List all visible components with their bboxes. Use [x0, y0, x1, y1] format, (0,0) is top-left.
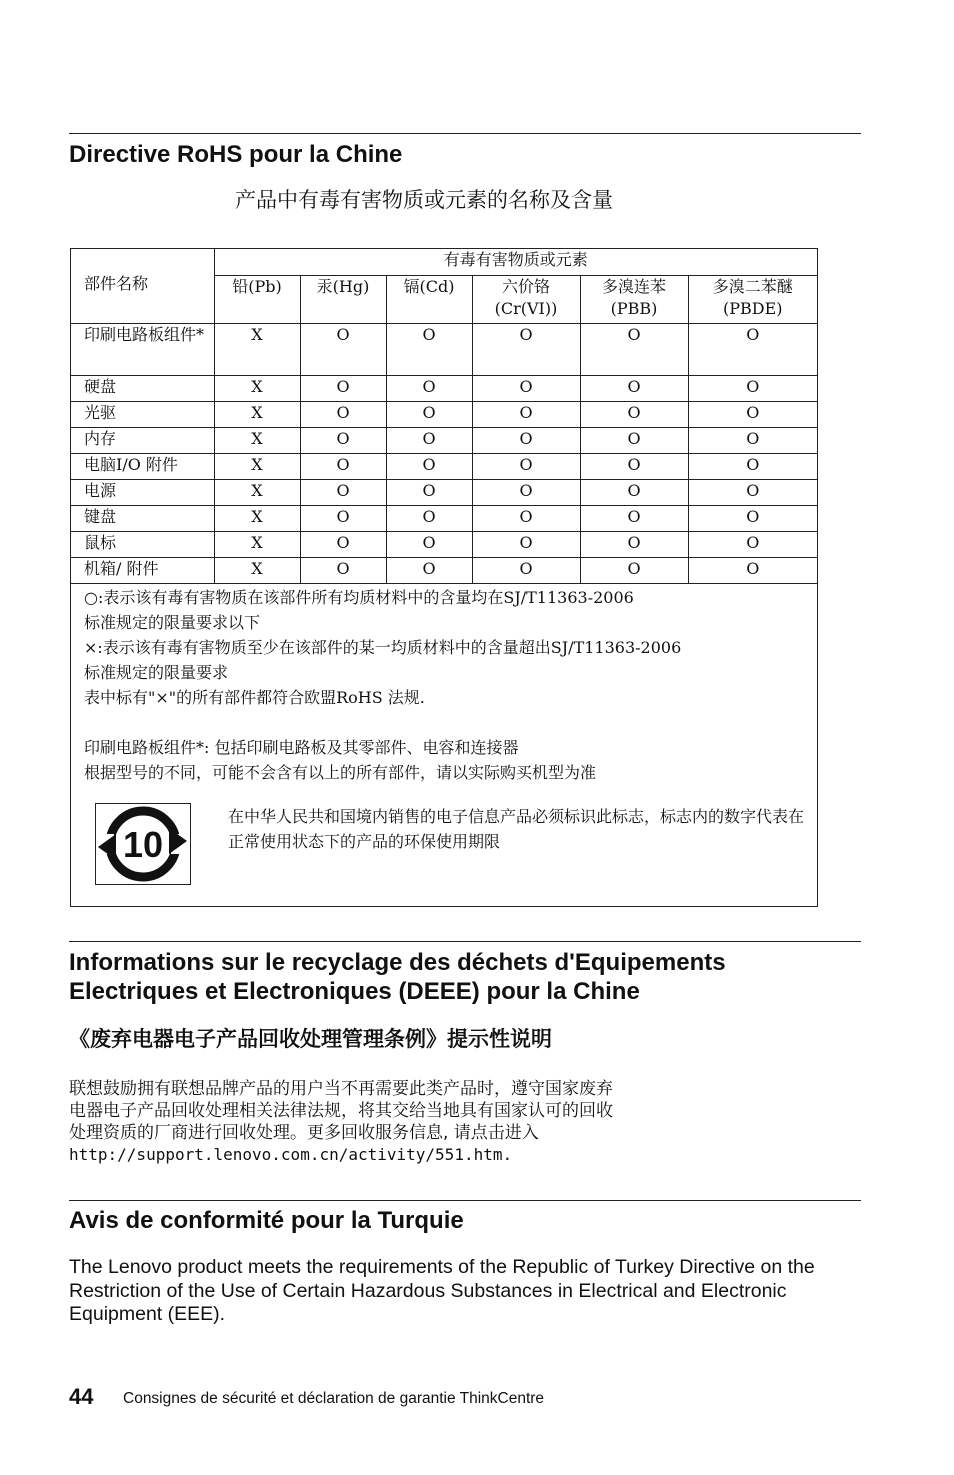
- badge-number: 10: [122, 824, 164, 865]
- substance-value: O: [300, 557, 386, 583]
- group-header: 有毒有害物质或元素: [214, 249, 817, 275]
- substance-value: O: [580, 427, 688, 453]
- substance-value: O: [580, 505, 688, 531]
- substance-value: O: [300, 453, 386, 479]
- substance-value: O: [472, 505, 580, 531]
- substance-value: O: [386, 375, 472, 401]
- recycle-10-icon: [96, 804, 189, 883]
- column-header-line1: 多溴连苯: [601, 276, 666, 296]
- substance-value: O: [300, 531, 386, 557]
- substance-value: X: [214, 505, 300, 531]
- table-row: [71, 453, 817, 479]
- substance-value: O: [688, 557, 817, 583]
- substance-value: O: [300, 505, 386, 531]
- table-row: [71, 531, 817, 557]
- column-header-line1: 六价铬: [501, 276, 550, 296]
- note-line: 根据型号的不同，可能不会含有以上的所有部件，请以实际购买机型为准: [84, 763, 597, 782]
- substance-value: X: [214, 375, 300, 401]
- weee-body-line: 电器电子产品回收处理相关法律法规，将其交给当地具有国家认可的回收: [69, 1101, 613, 1121]
- footer-text: Consignes de sécurité et déclaration de garantie ThinkCentre: [123, 1390, 545, 1407]
- substance-value: O: [472, 323, 580, 375]
- part-name: 硬盘: [71, 375, 214, 401]
- substance-value: O: [580, 323, 688, 375]
- rohs-cn-title: 产品中有毒有害物质或元素的名称及含量: [235, 188, 613, 212]
- column-header-line2: (Cr(VI)): [494, 298, 558, 318]
- column-header: [580, 275, 688, 323]
- substance-value: O: [688, 427, 817, 453]
- weee-body-line: 处理资质的厂商进行回收处理。更多回收服务信息, 请点击进入: [69, 1123, 539, 1143]
- substance-value: O: [386, 479, 472, 505]
- substance-value: O: [580, 375, 688, 401]
- rohs-table-box: [70, 248, 818, 907]
- weee-body: [69, 1078, 849, 1166]
- substance-value: O: [386, 401, 472, 427]
- note-line: 标准规定的限量要求: [84, 663, 229, 682]
- part-name: 电脑I/O 附件: [71, 453, 214, 479]
- rohs-table: [71, 249, 817, 584]
- badge-description: 在中华人民共和国境内销售的电子信息产品必须标识此标志，标志内的数字代表在正常使用状态下的产品的环保使用期限: [228, 807, 805, 851]
- column-header-line2: (PBDE): [722, 298, 783, 318]
- column-header-line1: 多溴二苯醚: [712, 276, 793, 296]
- substance-value: O: [688, 505, 817, 531]
- section-rule-rohs: [69, 133, 861, 134]
- environmental-protection-use-period-badge: [95, 803, 191, 885]
- table-row: [71, 401, 817, 427]
- table-row: [71, 557, 817, 583]
- recycling-url[interactable]: http://support.lenovo.com.cn/activity/551.htm.: [69, 1145, 513, 1164]
- substance-value: O: [300, 427, 386, 453]
- substance-value: O: [300, 401, 386, 427]
- note-line: 标准规定的限量要求以下: [84, 613, 261, 632]
- column-header: [472, 275, 580, 323]
- part-name: 印刷电路板组件*: [71, 323, 214, 375]
- table-notes: [84, 585, 804, 785]
- turkey-heading: Avis de conformité pour la Turquie: [69, 1207, 464, 1234]
- part-name: 机箱/ 附件: [71, 557, 214, 583]
- substance-value: O: [688, 453, 817, 479]
- table-row: [71, 479, 817, 505]
- substance-value: O: [300, 479, 386, 505]
- part-header: 部件名称: [71, 249, 214, 323]
- substance-value: O: [386, 531, 472, 557]
- part-name: 键盘: [71, 505, 214, 531]
- substance-value: O: [386, 323, 472, 375]
- substance-value: X: [214, 479, 300, 505]
- substance-value: O: [688, 323, 817, 375]
- substance-value: O: [386, 453, 472, 479]
- substance-value: O: [580, 453, 688, 479]
- substance-value: O: [472, 375, 580, 401]
- turkey-body: The Lenovo product meets the requirements of the Republic of Turkey Directive on the Restriction of the Use of Certain Hazardous Substances in Electrical and Electronic Equipment (EEE).: [69, 1256, 815, 1325]
- substance-value: X: [214, 557, 300, 583]
- substance-value: X: [214, 531, 300, 557]
- substance-value: O: [472, 401, 580, 427]
- substance-value: O: [386, 557, 472, 583]
- column-header-line2: (PBB): [610, 298, 658, 318]
- rohs-heading: Directive RoHS pour la Chine: [69, 141, 403, 168]
- part-name: 内存: [71, 427, 214, 453]
- note-line: 印刷电路板组件*: 包括印刷电路板及其零部件、电容和连接器: [84, 738, 519, 757]
- column-header: [688, 275, 817, 323]
- weee-body-line: 联想鼓励拥有联想品牌产品的用户当不再需要此类产品时，遵守国家废弃: [69, 1079, 613, 1099]
- substance-value: O: [386, 505, 472, 531]
- weee-heading: Informations sur le recyclage des déchets d'Equipements Electriques et Electroniques (DEEE) pour la Chine: [69, 949, 726, 1005]
- page-number: 44: [69, 1384, 94, 1409]
- column-header: 铅(Pb): [214, 275, 300, 323]
- part-name: 鼠标: [71, 531, 214, 557]
- section-rule-turkey: [69, 1200, 861, 1201]
- substance-value: O: [300, 323, 386, 375]
- substance-value: X: [214, 427, 300, 453]
- table-row: [71, 323, 817, 375]
- substance-value: O: [688, 479, 817, 505]
- table-row: [71, 505, 817, 531]
- substance-value: O: [688, 531, 817, 557]
- section-rule-weee: [69, 941, 861, 942]
- weee-cn-title: 《废弃电器电子产品回收处理管理条例》提示性说明: [69, 1027, 552, 1051]
- column-header: 镉(Cd): [386, 275, 472, 323]
- substance-value: O: [472, 479, 580, 505]
- substance-value: O: [688, 375, 817, 401]
- column-header: 汞(Hg): [300, 275, 386, 323]
- substance-value: X: [214, 323, 300, 375]
- note-line: 表中标有"×"的所有部件都符合欧盟RoHS 法规.: [84, 688, 425, 707]
- table-row: [71, 375, 817, 401]
- substance-value: O: [300, 375, 386, 401]
- substance-value: O: [472, 427, 580, 453]
- substance-value: X: [214, 453, 300, 479]
- note-line: ×:表示该有毒有害物质至少在该部件的某一均质材料中的含量超出SJ/T11363-2006: [84, 638, 682, 657]
- substance-value: O: [580, 557, 688, 583]
- part-name: 电源: [71, 479, 214, 505]
- substance-value: O: [580, 531, 688, 557]
- substance-value: O: [580, 401, 688, 427]
- table-row: [71, 427, 817, 453]
- substance-value: O: [472, 557, 580, 583]
- substance-value: X: [214, 401, 300, 427]
- substance-value: O: [472, 531, 580, 557]
- substance-value: O: [386, 427, 472, 453]
- substance-value: O: [688, 401, 817, 427]
- substance-value: O: [580, 479, 688, 505]
- substance-value: O: [472, 453, 580, 479]
- note-line: ○:表示该有毒有害物质在该部件所有均质材料中的含量均在SJ/T11363-2006: [84, 588, 634, 607]
- part-name: 光驱: [71, 401, 214, 427]
